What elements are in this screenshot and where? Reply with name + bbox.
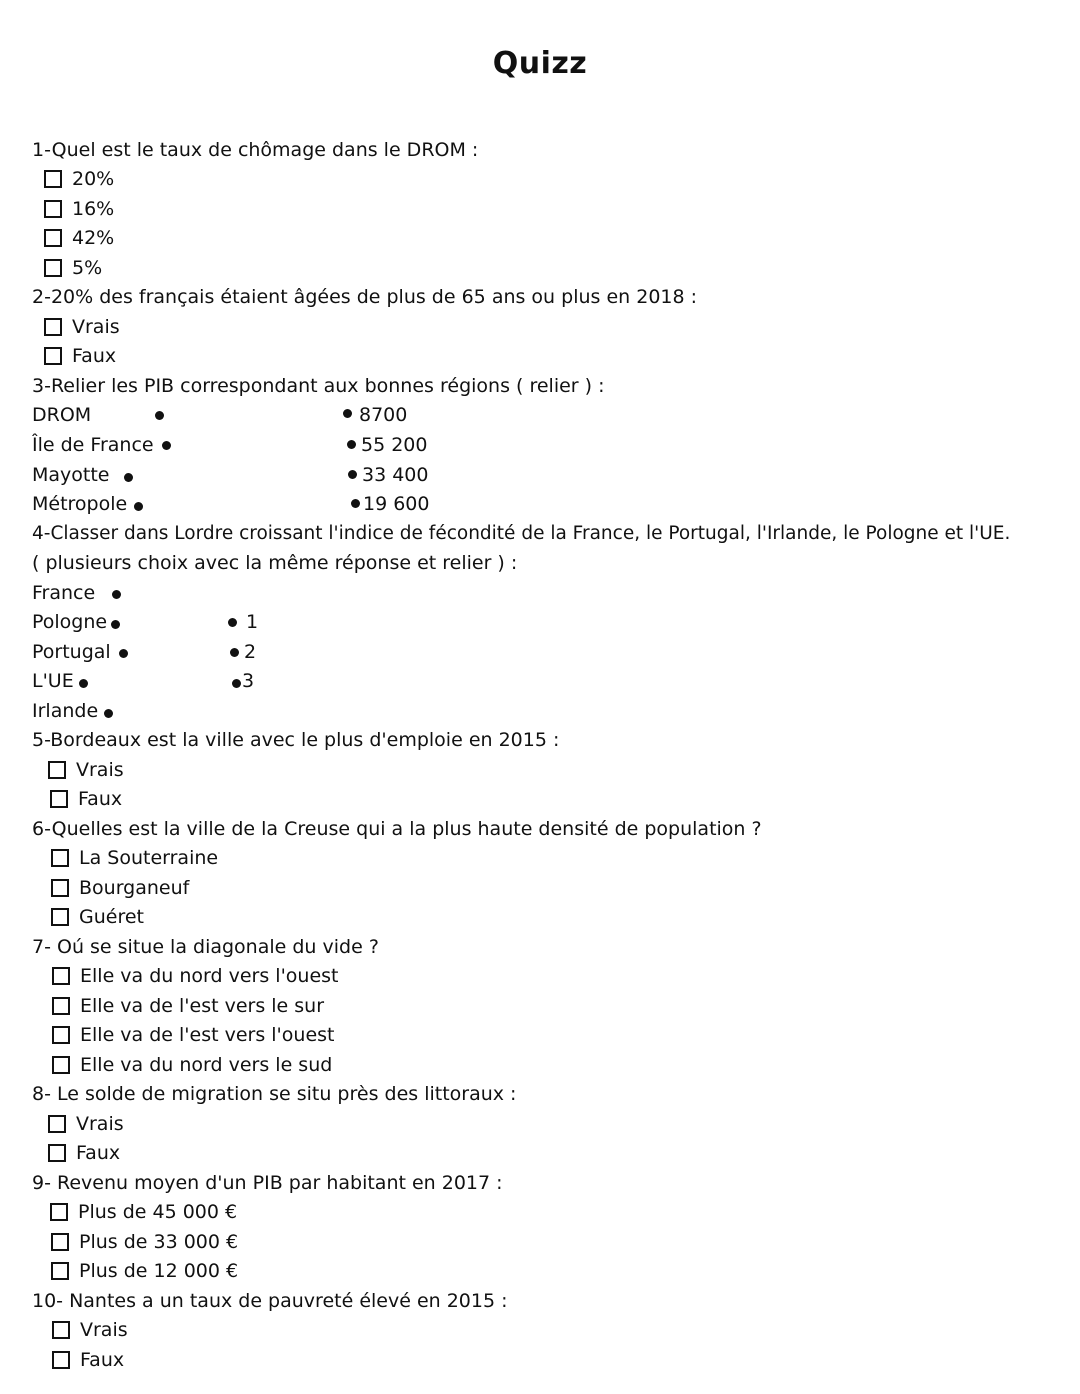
q3-left-item-1: DROM [32, 404, 92, 426]
q5-option-2[interactable]: Faux [50, 784, 122, 814]
q9-option-2[interactable]: Plus de 33 000 € [51, 1227, 238, 1257]
checkbox[interactable] [52, 1321, 70, 1339]
q3-right-item-3: 33 400 [362, 464, 429, 486]
checkbox[interactable] [48, 761, 66, 779]
checkbox[interactable] [44, 229, 62, 247]
q1-option-1[interactable]: 20% [44, 164, 114, 194]
q4-right-dot-2[interactable] [230, 648, 239, 657]
q4-left-item-3: Portugal [32, 641, 111, 663]
checkbox[interactable] [50, 1203, 68, 1221]
q3-right-dot-2[interactable] [347, 440, 356, 449]
question-7: 7- Oú se situe la diagonale du vide ? [32, 936, 379, 958]
question-4-instructions: ( plusieurs choix avec la même réponse et relier ) : [32, 552, 518, 574]
q4-left-dot-3[interactable] [119, 649, 128, 658]
q3-left-item-2: Île de France [32, 434, 154, 456]
checkbox[interactable] [51, 1262, 69, 1280]
checkbox[interactable] [52, 1026, 70, 1044]
q4-left-dot-1[interactable] [112, 590, 121, 599]
q5-option-1[interactable]: Vrais [48, 755, 124, 785]
q3-left-dot-2[interactable] [162, 441, 171, 450]
q4-left-dot-4[interactable] [79, 679, 88, 688]
q3-right-dot-4[interactable] [351, 499, 360, 508]
q7-option-1[interactable]: Elle va du nord vers l'ouest [52, 961, 339, 991]
q7-option-4[interactable]: Elle va du nord vers le sud [52, 1050, 332, 1080]
checkbox[interactable] [51, 849, 69, 867]
checkbox[interactable] [44, 259, 62, 277]
q4-left-item-5: Irlande [32, 700, 99, 722]
q4-right-dot-3[interactable] [232, 679, 241, 688]
checkbox[interactable] [52, 967, 70, 985]
q1-option-4[interactable]: 5% [44, 253, 102, 283]
q7-option-3[interactable]: Elle va de l'est vers l'ouest [52, 1020, 334, 1050]
checkbox[interactable] [52, 1056, 70, 1074]
q3-left-item-3: Mayotte [32, 464, 110, 486]
checkbox[interactable] [44, 347, 62, 365]
q9-option-1[interactable]: Plus de 45 000 € [50, 1197, 237, 1227]
q3-right-item-1: 8700 [359, 404, 408, 426]
q3-right-item-2: 55 200 [361, 434, 428, 456]
q4-left-item-1: France [32, 582, 96, 604]
checkbox[interactable] [51, 1233, 69, 1251]
q2-option-2[interactable]: Faux [44, 341, 116, 371]
question-6: 6-Quelles est la ville de la Creuse qui a la plus haute densité de population ? [32, 818, 762, 840]
q3-left-dot-1[interactable] [155, 411, 164, 420]
checkbox[interactable] [50, 790, 68, 808]
q6-option-3[interactable]: Guéret [51, 902, 144, 932]
question-1: 1-Quel est le taux de chômage dans le DROM : [32, 139, 479, 161]
q4-right-dot-1[interactable] [228, 618, 237, 627]
question-9: 9- Revenu moyen d'un PIB par habitant en 2017 : [32, 1172, 503, 1194]
q10-option-1[interactable]: Vrais [52, 1315, 128, 1345]
q9-option-3[interactable]: Plus de 12 000 € [51, 1256, 238, 1286]
q4-left-dot-2[interactable] [111, 620, 120, 629]
checkbox[interactable] [51, 908, 69, 926]
question-3: 3-Relier les PIB correspondant aux bonnes régions ( relier ) : [32, 375, 605, 397]
checkbox[interactable] [52, 997, 70, 1015]
q3-right-dot-1[interactable] [343, 409, 352, 418]
q3-left-dot-3[interactable] [124, 473, 133, 482]
checkbox[interactable] [44, 200, 62, 218]
q4-left-item-4: L'UE [32, 670, 74, 692]
q6-option-1[interactable]: La Souterraine [51, 843, 218, 873]
q4-right-item-2: 2 [244, 641, 257, 663]
q4-right-item-1: 1 [246, 611, 259, 633]
checkbox[interactable] [44, 170, 62, 188]
q4-right-item-3: 3 [242, 670, 255, 692]
question-2: 2-20% des français étaient âgées de plus de 65 ans ou plus en 2018 : [32, 286, 698, 308]
checkbox[interactable] [44, 318, 62, 336]
q1-option-3[interactable]: 42% [44, 223, 114, 253]
q3-left-dot-4[interactable] [134, 502, 143, 511]
q3-right-dot-3[interactable] [348, 470, 357, 479]
question-4: 4-Classer dans Lordre croissant l'indice de fécondité de la France, le Portugal, l'Irlande, le Pologne et l'UE. [32, 523, 1011, 544]
question-8: 8- Le solde de migration se situ près des littoraux : [32, 1083, 517, 1105]
q10-option-2[interactable]: Faux [52, 1345, 124, 1375]
q3-left-item-4: Métropole [32, 493, 128, 515]
question-10: 10- Nantes a un taux de pauvreté élevé en 2015 : [32, 1290, 508, 1312]
page-title: Quizz [492, 46, 588, 81]
q3-right-item-4: 19 600 [363, 493, 430, 515]
q1-option-2[interactable]: 16% [44, 194, 114, 224]
q7-option-2[interactable]: Elle va de l'est vers le sur [52, 991, 324, 1021]
q6-option-2[interactable]: Bourganeuf [51, 873, 189, 903]
q8-option-1[interactable]: Vrais [48, 1109, 124, 1139]
checkbox[interactable] [51, 879, 69, 897]
question-5: 5-Bordeaux est la ville avec le plus d'emploie en 2015 : [32, 729, 560, 751]
checkbox[interactable] [48, 1144, 66, 1162]
q4-left-item-2: Pologne [32, 611, 108, 633]
q2-option-1[interactable]: Vrais [44, 312, 120, 342]
q8-option-2[interactable]: Faux [48, 1138, 120, 1168]
checkbox[interactable] [52, 1351, 70, 1369]
checkbox[interactable] [48, 1115, 66, 1133]
q4-left-dot-5[interactable] [104, 709, 113, 718]
